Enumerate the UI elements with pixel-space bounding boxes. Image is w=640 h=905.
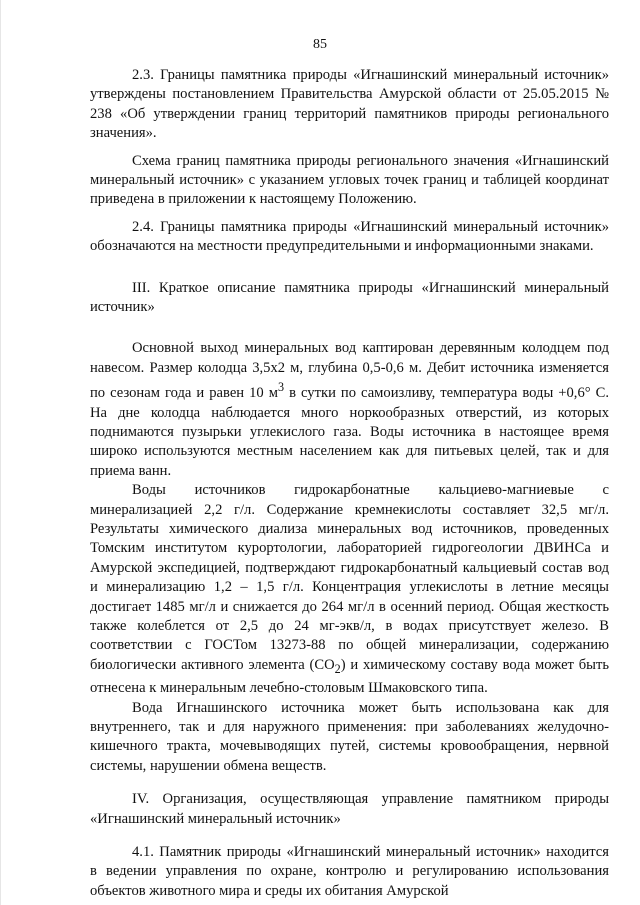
paragraph-4-1: 4.1. Памятник природы «Игнашинский минеральный источник» находится в ведении управления по охране, контролю и регулированию использования объектов животного мира и среды их обитания Амурской [90,843,609,899]
section-heading-3: III. Краткое описание памятника природы «Игнашинский минеральный источник» [90,279,609,316]
paragraph-use: Вода Игнашинского источника может быть использована как для внутреннего, так и для наружного применения: при заболеваниях желудочно-кишечного тракта, мочевыводящих путей, системы кровообращения, нервной системы, нарушении обмена веществ. [90,699,609,774]
main-outlet-text-b: в сутки по самоизливу, температура воды +0,6° С. На дне колодца наблюдается много норкообразных отверстий, из которых поднимаются пузырьки углекислого газа. Воды источника в настоящее время широко используются местным населением как для питьевых целей, так и для приема ванн. [90,385,609,479]
paragraph-scheme: Схема границ памятника природы регионального значения «Игнашинский минеральный источник» с указанием угловых точек границ и таблицей координат приведена в приложении к настоящему Положению. [90,152,609,208]
paragraph-2-3: 2.3. Границы памятника природы «Игнашинский минеральный источник» утверждены постановлением Правительства Амурской области от 25.05.2015 № 238 «Об утверждении границ территорий памятников природы регионального значения». [90,67,609,142]
cubic-superscript: 3 [278,380,285,395]
main-outlet-text-a: Основной выход минеральных вод каптирован деревянным колодцем под навесом. Размер колодца 3,5х2 м, глубина 0,5-0,6 м. Дебит источника изменяется по сезонам года и равен 10 м [90,340,609,402]
paragraph-main-outlet [90,339,609,481]
waters-text-b: ) и химическому составу вода может быть отнесена к минеральным лечебно-столовым Шмаковского типа. [90,656,609,697]
waters-text-a: Воды источников гидрокарбонатные кальциево-магниевые с минерализацией 2,2 г/л. Содержание кремнекислоты составляет 32,5 мг/л. Результаты химического диализа минеральных вод источников, проведенных Томским институтом курортологии, лабораторией гидрогеологии ДВИНСа и Амурской экспедицией, подтверждают гидрокарбонатный кальциевый состав вод и минерализацию 1,2 – 1,5 г/л. Концентрация углекислоты в летние месяцы достигает 1485 мг/л и снижается до 264 мг/л в осенний период. Общая жесткость также колеблется от 2,5 до 24 мг-экв/л, в водах присутствует железо. В соответствии с ГОСТом 13273-88 по общей минерализации, содержанию биологически активного элемента (CO [90,482,609,673]
section-heading-4: IV. Организация, осуществляющая управление памятником природы «Игнашинский минеральный источник» [90,791,609,827]
document-body [90,66,609,901]
scan-edge [0,0,1,905]
page-number: 85 [313,37,327,52]
paragraph-waters [90,481,609,698]
co2-subscript: 2 [334,661,341,676]
paragraph-2-4: 2.4. Границы памятника природы «Игнашинский минеральный источник» обозначаются на местности предупредительными и информационными знаками. [90,218,609,255]
